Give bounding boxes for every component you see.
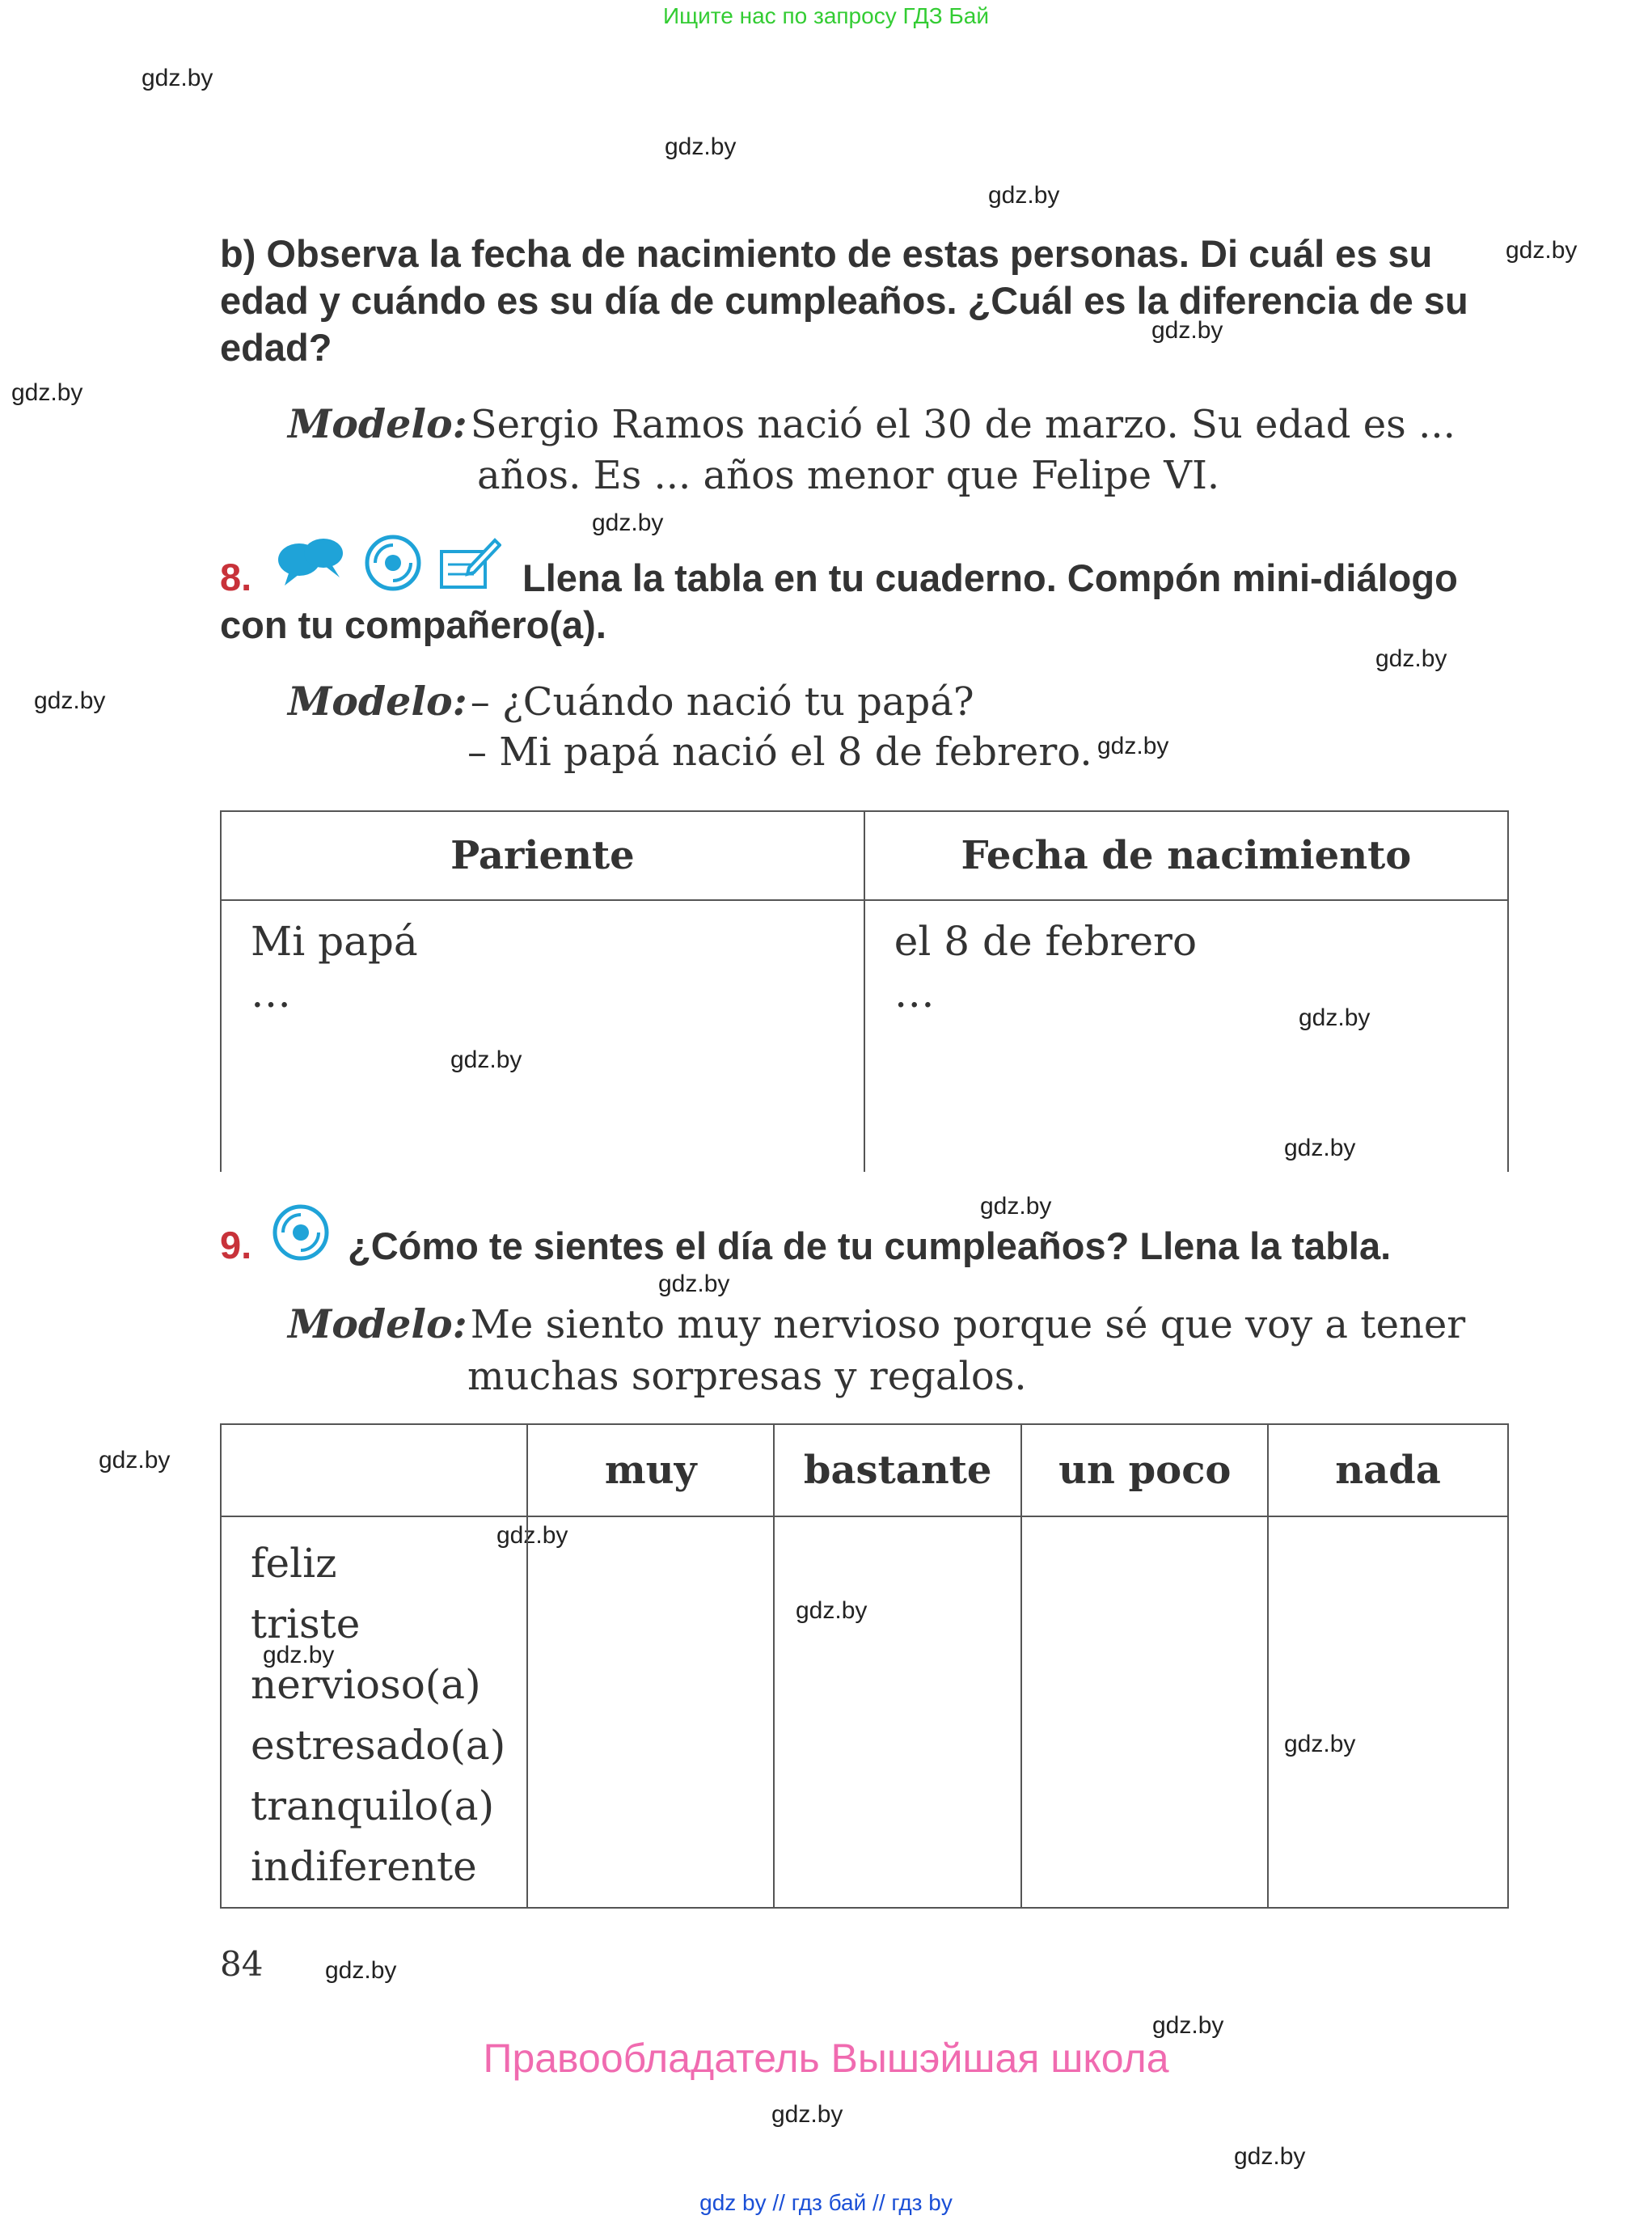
watermark: gdz.by bbox=[1299, 1004, 1371, 1031]
watermark: gdz.by bbox=[988, 182, 1060, 209]
feeling-item: indiferente bbox=[251, 1843, 477, 1890]
ellipsis: … bbox=[894, 970, 935, 1017]
task-b-modelo bbox=[288, 399, 1456, 450]
watermark: gdz.by bbox=[665, 133, 737, 160]
watermark: gdz.by bbox=[142, 65, 213, 91]
feeling-item: feliz bbox=[251, 1540, 337, 1587]
table-header: un poco bbox=[1021, 1424, 1268, 1516]
table-cell bbox=[774, 1516, 1022, 1908]
task-9-instruction: ¿Cómo te sientes el día de tu cumpleaños? Llena la tabla. bbox=[348, 1224, 1392, 1267]
modelo-label: Modelo: bbox=[288, 678, 467, 725]
table-cell bbox=[1268, 1516, 1508, 1908]
task-9-modelo bbox=[288, 1299, 1465, 1351]
watermark: gdz.by bbox=[325, 1957, 397, 1984]
watermark: gdz.by bbox=[1375, 645, 1447, 672]
relative-name: Mi papá bbox=[251, 918, 418, 965]
watermark: gdz.by bbox=[771, 2101, 843, 2128]
feeling-item: estresado(a) bbox=[251, 1722, 506, 1769]
watermark: gdz.by bbox=[1097, 733, 1169, 759]
modelo-line: – ¿Cuándo nació tu papá? bbox=[470, 679, 974, 725]
table-header: bastante bbox=[774, 1424, 1022, 1516]
feeling-item: triste bbox=[251, 1600, 361, 1647]
table-cell bbox=[527, 1516, 773, 1908]
table-header: muy bbox=[527, 1424, 773, 1516]
task-8-instruction: Llena la tabla en tu cuaderno. Compón mini-diálogo bbox=[522, 556, 1458, 599]
watermark: gdz.by bbox=[11, 379, 83, 406]
watermark: gdz.by bbox=[99, 1447, 171, 1474]
modelo-line: muchas sorpresas y regalos. bbox=[467, 1354, 1027, 1399]
watermark: gdz.by bbox=[1234, 2143, 1306, 2170]
copyright-footer: Правообладатель Вышэйшая школа bbox=[483, 2036, 1169, 2081]
table-header: Fecha de nacimiento bbox=[864, 811, 1508, 900]
top-banner[interactable]: Ищите нас по запросу ГДЗ Бай bbox=[662, 3, 990, 28]
relatives-table bbox=[220, 810, 1509, 1172]
table-header bbox=[221, 1424, 527, 1516]
table-cell bbox=[1021, 1516, 1268, 1908]
watermark: gdz.by bbox=[1151, 317, 1223, 344]
table-cell bbox=[221, 900, 864, 1172]
modelo-line: años. Es ... años menor que Felipe VI. bbox=[477, 453, 1220, 498]
bottom-links[interactable]: gdz by // гдз бай // гдз by bbox=[699, 2190, 953, 2215]
modelo-line: – Mi papá nació el 8 de febrero. bbox=[467, 729, 1092, 775]
watermark: gdz.by bbox=[1152, 2012, 1224, 2039]
watermark: gdz.by bbox=[1506, 237, 1578, 264]
modelo-label: Modelo: bbox=[288, 400, 467, 447]
table-cell bbox=[221, 1516, 527, 1908]
watermark: gdz.by bbox=[658, 1271, 730, 1297]
notebook-writing-icon bbox=[437, 532, 501, 594]
feeling-item: nervioso(a) bbox=[251, 1661, 481, 1708]
page-number: 84 bbox=[220, 1944, 264, 1984]
watermark: gdz.by bbox=[450, 1046, 522, 1073]
audio-disc-icon bbox=[272, 1203, 330, 1262]
task-8-modelo bbox=[288, 676, 974, 728]
feelings-table bbox=[220, 1423, 1509, 1909]
table-header: Pariente bbox=[221, 811, 864, 900]
task-8-number: 8. bbox=[220, 556, 252, 598]
birth-date: el 8 de febrero bbox=[894, 918, 1198, 965]
modelo-label: Modelo: bbox=[288, 1300, 467, 1347]
watermark: gdz.by bbox=[1284, 1731, 1356, 1757]
task-9-number: 9. bbox=[220, 1224, 252, 1266]
watermark: gdz.by bbox=[34, 687, 106, 714]
watermark: gdz.by bbox=[263, 1642, 335, 1668]
modelo-line: Me siento muy nervioso porque sé que voy a tener bbox=[470, 1302, 1466, 1347]
feeling-item: tranquilo(a) bbox=[251, 1782, 495, 1829]
watermark: gdz.by bbox=[1284, 1135, 1356, 1161]
modelo-line: Sergio Ramos nació el 30 de marzo. Su edad es ... bbox=[470, 402, 1456, 447]
task-8-instruction: con tu compañero(a). bbox=[220, 603, 606, 646]
table-header: nada bbox=[1268, 1424, 1508, 1516]
table-cell bbox=[864, 900, 1508, 1172]
watermark: gdz.by bbox=[592, 509, 664, 536]
speech-bubbles-icon bbox=[275, 535, 348, 592]
audio-disc-icon bbox=[364, 534, 422, 592]
watermark: gdz.by bbox=[496, 1522, 568, 1549]
ellipsis: … bbox=[251, 970, 291, 1017]
watermark: gdz.by bbox=[796, 1597, 868, 1624]
watermark: gdz.by bbox=[980, 1193, 1052, 1220]
task-b-instruction: b) Observa la fecha de nacimiento de estas personas. Di cuál es su edad y cuándo es su día de cumpleaños. ¿Cuál es la diferencia de su edad? bbox=[220, 232, 1468, 369]
